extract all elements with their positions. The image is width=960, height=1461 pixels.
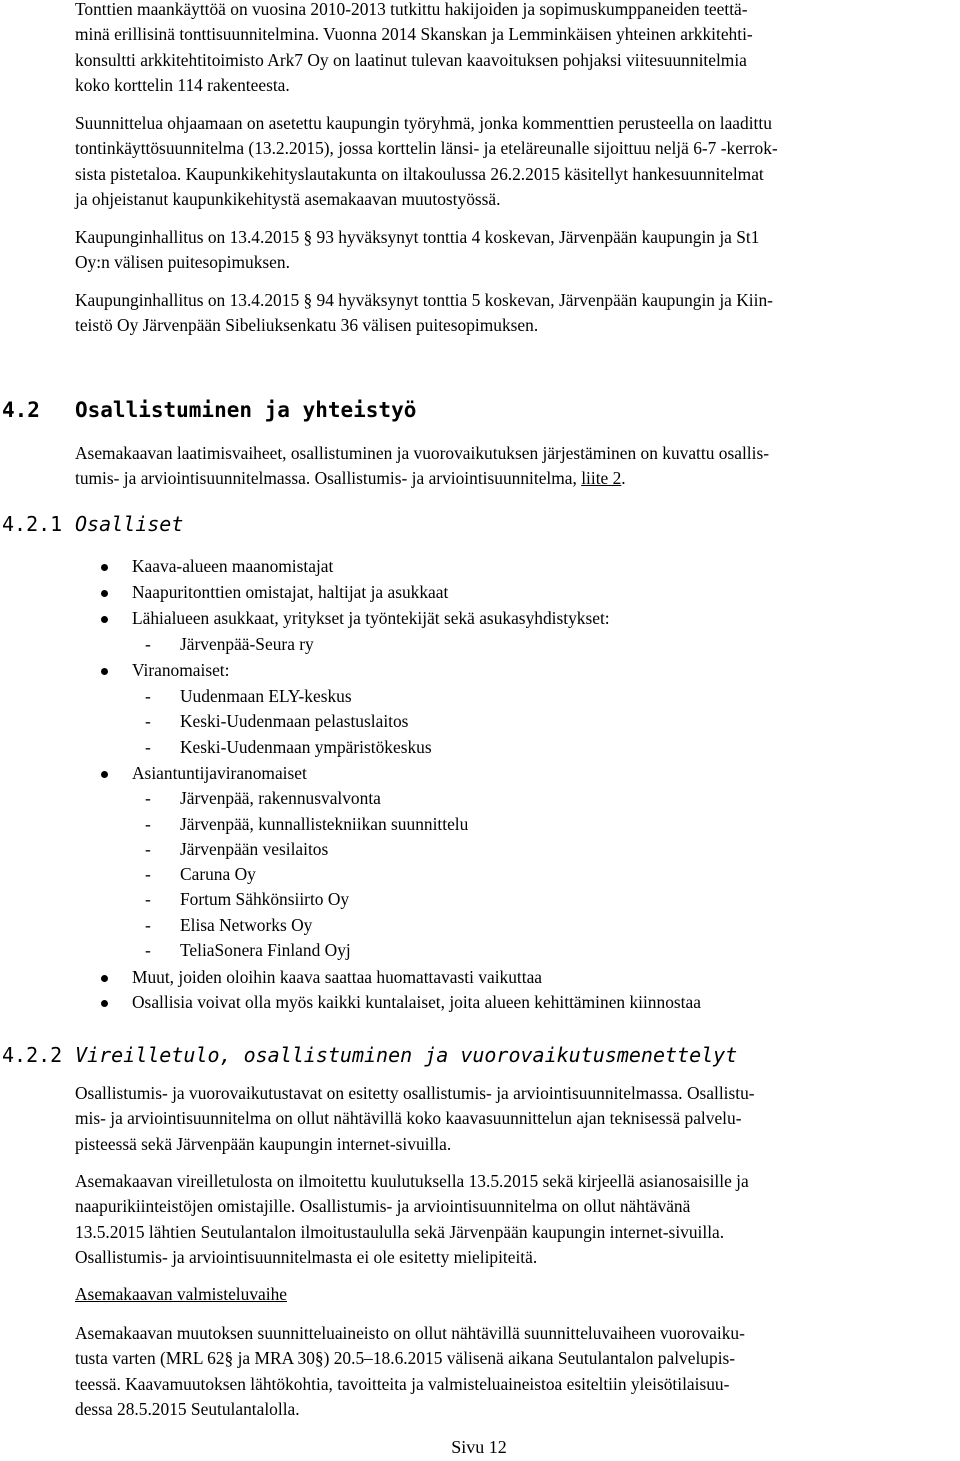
- dash-marker: -: [145, 940, 151, 960]
- dash-marker: -: [145, 814, 151, 834]
- appendix-link[interactable]: liite 2: [581, 468, 622, 489]
- section-number: 4.2.2: [2, 1043, 63, 1067]
- bullet-icon: [101, 590, 108, 597]
- dash-marker: -: [145, 634, 151, 654]
- section-4-2-2-paragraph-1: [75, 1081, 940, 1157]
- bullet-icon: [101, 616, 108, 623]
- text-line: konsultti arkkitehtitoimisto Ark7 Oy on laatinut tulevan kaavoituksen pohjaksi viitesuunnitelmia: [75, 49, 747, 70]
- text-line: Asemakaavan laatimisvaiheet, osallistuminen ja vuorovaikutuksen järjestäminen on kuvattu osallis-: [75, 443, 770, 463]
- sub-list-item-label: Keski-Uudenmaan pelastuslaitos: [180, 711, 409, 731]
- text-line: [75, 466, 940, 491]
- text-line: mis- ja arviointisuunnitelma on ollut nähtävillä koko kaavasuunnittelun ajan teknisessä palvelu-: [75, 1108, 742, 1129]
- section-4-2-2-paragraph-2: [75, 1169, 940, 1271]
- text-line: pisteessä sekä Järvenpään kaupungin internet-sivuilla.: [75, 1133, 452, 1154]
- text-segment: .: [621, 468, 626, 489]
- intro-paragraph-3: [75, 225, 940, 276]
- sub-list-item-label: Uudenmaan ELY-keskus: [180, 686, 352, 706]
- text-line: dessa 28.5.2015 Seutulantalolla.: [75, 1399, 300, 1420]
- text-line: Osallistumis- ja arviointisuunnitelmasta ei ole esitetty mielipiteitä.: [75, 1247, 538, 1268]
- dash-marker: -: [145, 711, 151, 731]
- intro-paragraph-2: [75, 111, 940, 213]
- text-line: sista pistetaloa. Kaupunkikehityslautakunta on iltakoulussa 26.2.2015 käsitellyt hankesuunnitelmat: [75, 163, 764, 184]
- intro-paragraph-1: [75, 0, 940, 99]
- list-item-label: Naapuritonttien omistajat, haltijat ja asukkaat: [132, 582, 449, 602]
- text-line: Kaupunginhallitus on 13.4.2015 § 93 hyväksynyt tonttia 4 koskevan, Järvenpään kaupungin ja St1: [75, 227, 760, 247]
- sub-list-item-label: Fortum Sähkönsiirto Oy: [180, 889, 350, 909]
- section-heading-4-2-1: [2, 512, 183, 536]
- section-number: 4.2.1: [2, 512, 63, 536]
- page-footer: [0, 1437, 960, 1458]
- sub-list-item-label: Caruna Oy: [180, 864, 256, 884]
- sub-list-item-label: Elisa Networks Oy: [180, 915, 313, 935]
- text-line: 13.5.2015 lähtien Seutulantalon ilmoitustaululla sekä Järvenpään kaupungin internet-sivuilla.: [75, 1221, 725, 1242]
- subheading-paragraph: [75, 1282, 940, 1307]
- text-line: teistö Oy Järvenpään Sibeliuksenkatu 36 välisen puitesopimuksen.: [75, 315, 539, 336]
- dash-marker: -: [145, 864, 151, 884]
- bullet-icon: [101, 975, 108, 982]
- text-segment: tumis- ja arviointisuunnitelmassa. Osallistumis- ja arviointisuunnitelma,: [75, 468, 582, 489]
- dash-marker: -: [145, 915, 151, 935]
- section-heading-4-2-2: [2, 1043, 737, 1067]
- sub-list-item-label: Järvenpää-Seura ry: [180, 634, 314, 654]
- sub-list-item-label: TeliaSonera Finland Oyj: [180, 940, 351, 960]
- bullet-icon: [101, 668, 108, 675]
- subheading-valmisteluvaihe: Asemakaavan valmisteluvaihe: [75, 1284, 287, 1304]
- text-line: minä erillisinä tonttisuunnitelmina. Vuonna 2014 Skanskan ja Lemminkäisen yhteinen arkkitehti-: [75, 24, 753, 45]
- text-line: Oy:n välisen puitesopimuksen.: [75, 252, 290, 273]
- list-item-label: Muut, joiden oloihin kaava saattaa huomattavasti vaikuttaa: [132, 967, 543, 987]
- bullet-icon: [101, 564, 108, 571]
- bullet-icon: [101, 771, 108, 778]
- dash-marker: -: [145, 788, 151, 808]
- text-line: Asemakaavan muutoksen suunnitteluaineisto on ollut nähtävillä suunnitteluvaiheen vuorovaiku-: [75, 1323, 745, 1343]
- sub-list-item-label: Järvenpää, kunnallistekniikan suunnittelu: [180, 814, 469, 834]
- text-line: ja ohjeistanut kaupunkikehitystä asemakaavan muutostyössä.: [75, 189, 501, 210]
- text-line: koko korttelin 114 rakenteesta.: [75, 75, 290, 96]
- page-number: Sivu 12: [451, 1437, 507, 1457]
- sub-list-item-label: Järvenpää, rakennusvalvonta: [180, 788, 381, 808]
- list-item-label: Lähialueen asukkaat, yritykset ja työntekijät sekä asukasyhdistykset:: [132, 608, 610, 628]
- text-line: naapurikiinteistöjen omistajille. Osallistumis- ja arviointisuunnitelma on ollut nähtävänä: [75, 1196, 691, 1217]
- section-title: Osallistuminen ja yhteistyö: [75, 398, 417, 422]
- text-line: Asemakaavan vireilletulosta on ilmoitettu kuulutuksella 13.5.2015 sekä kirjeellä asianosaisille ja: [75, 1171, 749, 1191]
- list-item-label: Osallisia voivat olla myös kaikki kuntalaiset, joita alueen kehittäminen kiinnostaa: [132, 992, 701, 1012]
- dash-marker: -: [145, 839, 151, 859]
- section-heading-4-2: [2, 398, 416, 422]
- text-line: Osallistumis- ja vuorovaikutustavat on esitetty osallistumis- ja arviointisuunnitelmassa. Osallistu-: [75, 1083, 755, 1103]
- section-title: Vireilletulo, osallistuminen ja vuorovaikutusmenettelyt: [75, 1043, 738, 1067]
- text-line: Tonttien maankäyttöä on vuosina 2010-2013 tutkittu hakijoiden ja sopimuskumppaneiden teettä-: [75, 0, 748, 19]
- bullet-icon: [101, 1000, 108, 1007]
- list-item-label: Asiantuntijaviranomaiset: [132, 763, 307, 783]
- section-4-2-2-paragraph-3: [75, 1321, 940, 1423]
- dash-marker: -: [145, 889, 151, 909]
- dash-marker: -: [145, 737, 151, 757]
- text-line: Suunnittelua ohjaamaan on asetettu kaupungin työryhmä, jonka kommenttien perusteella on laadittu: [75, 113, 772, 133]
- text-line: Kaupunginhallitus on 13.4.2015 § 94 hyväksynyt tonttia 5 koskevan, Järvenpään kaupungin ja Kiin-: [75, 290, 773, 310]
- text-line: tontinkäyttösuunnitelma (13.2.2015), jossa korttelin länsi- ja eteläreunalle sijoittuu neljä 6-7 -kerrok-: [75, 138, 778, 159]
- text-line: tusta varten (MRL 62§ ja MRA 30§) 20.5–18.6.2015 välisenä aikana Seutulantalon palvelupis-: [75, 1348, 736, 1369]
- intro-paragraph-4: [75, 288, 940, 339]
- sub-list-item-label: Järvenpään vesilaitos: [180, 839, 329, 859]
- list-item-label: Viranomaiset:: [132, 660, 230, 680]
- list-item-label: Kaava-alueen maanomistajat: [132, 556, 334, 576]
- section-4-2-paragraph: [75, 441, 940, 492]
- dash-marker: -: [145, 686, 151, 706]
- section-number: 4.2: [2, 398, 40, 422]
- sub-list-item-label: Keski-Uudenmaan ympäristökeskus: [180, 737, 432, 757]
- text-line: teessä. Kaavamuutoksen lähtökohtia, tavoitteita ja valmisteluaineistoa esiteltiin yleisötilaisuu-: [75, 1373, 730, 1394]
- section-title: Osalliset: [75, 512, 184, 536]
